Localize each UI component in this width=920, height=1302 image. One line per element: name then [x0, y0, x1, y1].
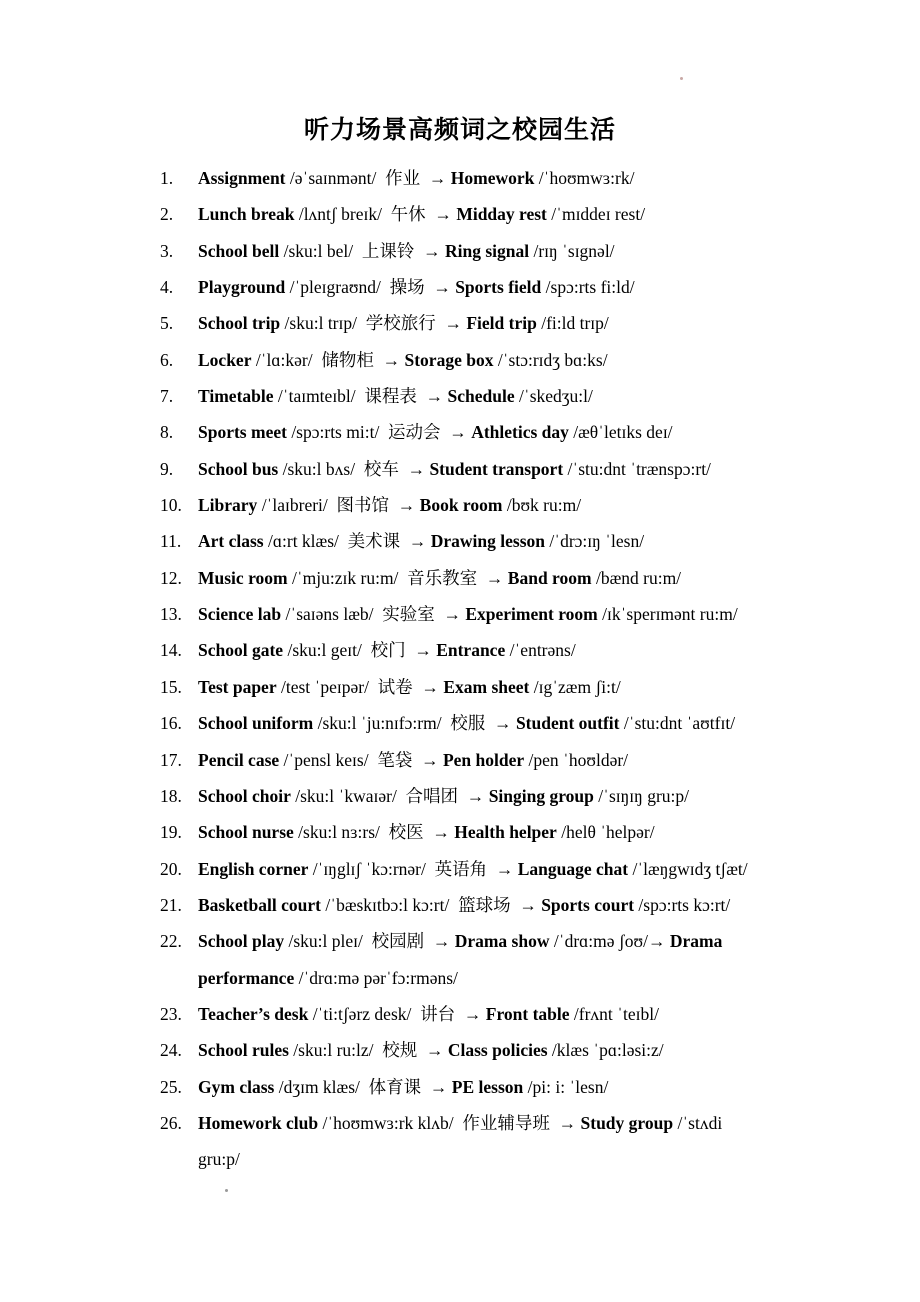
term-text: Athletics day	[471, 422, 569, 443]
item-content	[198, 669, 800, 705]
plain-text: /ˈpensl keɪs/ 笔袋 →	[279, 749, 443, 770]
item-line	[198, 305, 800, 341]
item-number: 1.	[160, 168, 174, 188]
item-line	[198, 1141, 800, 1177]
list-item	[160, 669, 800, 705]
plain-text: /ˈsɪŋɪŋ gru:p/	[593, 785, 689, 806]
plain-text: /pi: i: ˈlesn/	[523, 1076, 609, 1097]
item-line	[198, 742, 800, 778]
term-text: Singing group	[488, 785, 594, 806]
item-number: 11.	[160, 531, 182, 552]
term-text: Language chat	[517, 858, 629, 879]
term-text: Student outfit	[515, 713, 620, 734]
list-item	[160, 523, 800, 559]
term-text: Midday rest	[456, 204, 547, 225]
item-number: 9.	[160, 458, 174, 479]
plain-text: /sku:l pleɪ/ 校园剧 →	[284, 931, 455, 952]
plain-text: /ˈstɔ:rɪdʒ bɑ:ks/	[493, 349, 608, 370]
term-text: PE lesson	[451, 1076, 524, 1097]
list-item	[160, 742, 800, 778]
term-text: Locker	[198, 349, 252, 370]
item-line	[198, 669, 800, 705]
item-number: 3.	[160, 240, 174, 261]
item-number: 24.	[160, 1040, 182, 1061]
item-number: 15.	[160, 676, 182, 697]
plain-text: /dʒɪm klæs/ 体育课 →	[274, 1076, 452, 1097]
item-line	[198, 451, 800, 487]
plain-text: /ˈti:tʃərz desk/ 讲台 →	[308, 1003, 486, 1024]
term-text: School nurse	[198, 822, 294, 843]
item-content	[198, 378, 800, 414]
item-line	[198, 851, 800, 887]
item-line	[198, 960, 800, 996]
plain-text: /ɪkˈsperɪmənt ru:m/	[597, 604, 738, 625]
plain-text: /sku:l ru:lz/ 校规 →	[288, 1040, 448, 1061]
list-item	[160, 996, 800, 1032]
plain-text: /klæs ˈpɑ:ləsi:z/	[547, 1040, 664, 1061]
item-content	[198, 342, 800, 378]
item-number: 12.	[160, 567, 182, 588]
term-text: Homework	[450, 168, 535, 188]
list-item	[160, 596, 800, 632]
list-item	[160, 1069, 800, 1105]
page-title: 听力场景高频词之校园生活	[303, 117, 616, 144]
term-text: School uniform	[198, 713, 314, 734]
plain-text: /ɪgˈzæm ʃi:t/	[529, 676, 621, 697]
term-text: School choir	[198, 785, 291, 806]
item-number: 20.	[160, 858, 182, 879]
term-text: School trip	[198, 313, 281, 334]
term-text: School bell	[198, 240, 280, 261]
term-text: School rules	[198, 1040, 289, 1061]
list-item	[160, 378, 800, 414]
list-item	[160, 196, 800, 232]
vocab-list	[160, 160, 800, 1178]
page-speck-icon	[680, 77, 683, 80]
item-content	[198, 705, 800, 741]
plain-text: /sku:l bʌs/ 校车 →	[278, 458, 430, 479]
list-item	[160, 451, 800, 487]
term-text: Lunch break	[198, 204, 295, 225]
plain-text: /ˈpleɪgraʊnd/ 操场 →	[285, 277, 456, 298]
plain-text: gru:p/	[198, 1149, 240, 1170]
term-text: Playground	[198, 277, 286, 298]
term-text: School bus	[198, 458, 279, 479]
plain-text: /spɔ:rts mi:t/ 运动会 →	[286, 422, 472, 443]
term-text: Pen holder	[442, 749, 525, 770]
term-text: School play	[198, 931, 285, 952]
item-content	[198, 196, 800, 232]
term-text: Band room	[507, 567, 592, 588]
item-content	[198, 414, 800, 450]
plain-text: /sku:l nɜ:rs/ 校医 →	[293, 822, 455, 843]
plain-text: /ˈɪŋglɪʃ ˈkɔ:rnər/ 英语角 →	[308, 858, 518, 879]
item-line	[198, 378, 800, 414]
item-content	[198, 451, 800, 487]
term-text: Basketball court	[198, 894, 321, 915]
list-item	[160, 814, 800, 850]
term-text: Homework club	[198, 1112, 319, 1133]
plain-text: /sku:l ˈju:nɪfɔ:rm/ 校服 →	[313, 713, 516, 734]
list-item	[160, 705, 800, 741]
item-line	[198, 196, 800, 232]
item-number: 25.	[160, 1076, 182, 1097]
plain-text: /sku:l ˈkwaɪər/ 合唱团 →	[290, 785, 489, 806]
term-text: Art class	[198, 531, 264, 552]
term-text: Gym class	[198, 1076, 275, 1097]
plain-text: /bænd ru:m/	[591, 567, 682, 588]
plain-text: /ˈhoʊmwɜ:rk klʌb/ 作业辅导班 →	[318, 1112, 581, 1133]
plain-text: /ˈdrɑ:mə pərˈfɔ:rməns/	[294, 967, 458, 988]
plain-text: /spɔ:rts kɔ:rt/	[634, 894, 731, 915]
item-line	[198, 160, 800, 196]
item-content	[198, 996, 800, 1032]
item-content	[198, 305, 800, 341]
plain-text: /ˈlaɪbreri/ 图书馆 →	[257, 495, 420, 516]
item-line	[198, 342, 800, 378]
item-number: 5.	[160, 313, 174, 334]
term-text: School gate	[198, 640, 284, 661]
item-line	[198, 1032, 800, 1068]
item-number: 4.	[160, 277, 174, 298]
item-line	[198, 996, 800, 1032]
item-line	[198, 705, 800, 741]
plain-text: /rɪŋ ˈsɪgnəl/	[529, 240, 615, 261]
plain-text: /ˈdrɔ:ɪŋ ˈlesn/	[545, 531, 645, 552]
plain-text: /ˈstu:dnt ˈaʊtfɪt/	[619, 713, 736, 734]
list-item	[160, 560, 800, 596]
term-text: Teacher’s desk	[198, 1003, 309, 1024]
list-item	[160, 233, 800, 269]
list-item	[160, 1105, 800, 1178]
item-content	[198, 742, 800, 778]
list-item	[160, 160, 800, 196]
item-number: 13.	[160, 604, 182, 625]
list-item	[160, 632, 800, 668]
term-text: Sports field	[455, 277, 542, 298]
item-number: 19.	[160, 822, 182, 843]
plain-text: /pen ˈhoʊldər/	[524, 749, 629, 770]
plain-text: /ˈmɪddeɪ rest/	[546, 204, 646, 225]
list-item	[160, 887, 800, 923]
item-content	[198, 814, 800, 850]
page-speck-icon	[225, 1189, 228, 1192]
term-text: Student transport	[429, 458, 564, 479]
term-text: Drama	[669, 931, 723, 952]
item-content	[198, 1069, 800, 1105]
item-number: 16.	[160, 713, 182, 734]
item-content	[198, 632, 800, 668]
item-number: 10.	[160, 495, 182, 516]
plain-text: /ˈskedʒu:l/	[514, 386, 593, 407]
plain-text: /ɑ:rt klæs/ 美术课 →	[263, 531, 431, 552]
item-line	[198, 414, 800, 450]
plain-text: /ˈhoʊmwɜ:rk/	[534, 168, 635, 188]
item-number: 26.	[160, 1112, 182, 1133]
item-line	[198, 887, 800, 923]
list-item	[160, 923, 800, 996]
item-number: 8.	[160, 422, 174, 443]
term-text: Timetable	[198, 386, 274, 407]
term-text: Ring signal	[444, 240, 530, 261]
item-number: 22.	[160, 931, 182, 952]
item-number: 18.	[160, 785, 182, 806]
item-content	[198, 523, 800, 559]
term-text: Science lab	[198, 604, 282, 625]
plain-text: /sku:l bel/ 上课铃 →	[279, 240, 445, 261]
item-line	[198, 778, 800, 814]
list-item	[160, 1032, 800, 1068]
term-text: performance	[198, 967, 295, 988]
item-line	[198, 632, 800, 668]
term-text: Field trip	[466, 313, 537, 334]
term-text: Schedule	[447, 386, 515, 407]
plain-text: /helθ ˈhelpər/	[556, 822, 655, 843]
item-line	[198, 487, 800, 523]
plain-text: /əˈsaɪnmənt/ 作业 →	[285, 168, 451, 188]
plain-text: /fi:ld trɪp/	[536, 313, 609, 334]
item-line	[198, 523, 800, 559]
plain-text: /æθˈletɪks deɪ/	[568, 422, 673, 443]
plain-text: /ˈstu:dnt ˈtrænspɔ:rt/	[563, 458, 711, 479]
item-number: 2.	[160, 204, 174, 225]
term-text: Front table	[485, 1003, 570, 1024]
term-text: Study group	[580, 1112, 674, 1133]
list-item	[160, 414, 800, 450]
plain-text: /ˈsaɪəns læb/ 实验室 →	[281, 604, 466, 625]
list-item	[160, 487, 800, 523]
item-content	[198, 487, 800, 523]
item-content	[198, 269, 800, 305]
plain-text: /ˈbæskɪtbɔ:l kɔ:rt/ 篮球场 →	[321, 894, 542, 915]
item-line	[198, 923, 800, 959]
term-text: Book room	[419, 495, 503, 516]
item-line	[198, 269, 800, 305]
item-number: 23.	[160, 1003, 182, 1024]
list-item	[160, 342, 800, 378]
plain-text: /ˈtaɪmteɪbl/ 课程表 →	[273, 386, 448, 407]
term-text: Drawing lesson	[430, 531, 546, 552]
item-content	[198, 596, 800, 632]
plain-text: /spɔ:rts fi:ld/	[541, 277, 635, 298]
plain-text: /lʌntʃ breɪk/ 午休 →	[294, 204, 457, 225]
term-text: Health helper	[454, 822, 557, 843]
item-line	[198, 814, 800, 850]
list-item	[160, 778, 800, 814]
term-text: Sports court	[541, 894, 635, 915]
term-text: Library	[198, 495, 258, 516]
item-content	[198, 233, 800, 269]
plain-text: /test ˈpeɪpər/ 试卷 →	[276, 676, 444, 697]
term-text: Music room	[198, 567, 288, 588]
plain-text: /bʊk ru:m/	[502, 495, 582, 516]
item-number: 14.	[160, 640, 182, 661]
item-content	[198, 160, 800, 196]
item-content	[198, 1032, 800, 1068]
term-text: Drama show	[454, 931, 550, 952]
item-line	[198, 1105, 800, 1141]
item-line	[198, 1069, 800, 1105]
plain-text: /ˈlæŋgwɪdʒ tʃæt/	[628, 858, 748, 879]
item-content	[198, 887, 800, 923]
term-text: Sports meet	[198, 422, 287, 443]
item-content	[198, 1105, 800, 1178]
item-content	[198, 778, 800, 814]
term-text: Experiment room	[465, 604, 598, 625]
term-text: Storage box	[404, 349, 494, 370]
list-item	[160, 305, 800, 341]
item-number: 7.	[160, 386, 174, 407]
term-text: Class policies	[447, 1040, 548, 1061]
item-line	[198, 596, 800, 632]
item-number: 21.	[160, 894, 182, 915]
plain-text: /sku:l geɪt/ 校门 →	[283, 640, 437, 661]
term-text: Exam sheet	[443, 676, 530, 697]
term-text: English corner	[198, 858, 309, 879]
plain-text: /sku:l trɪp/ 学校旅行 →	[280, 313, 467, 334]
item-number: 6.	[160, 349, 174, 370]
term-text: Assignment	[198, 168, 286, 188]
item-content	[198, 923, 800, 996]
plain-text: /ˈlɑ:kər/ 储物柜 →	[251, 349, 405, 370]
item-content	[198, 560, 800, 596]
plain-text: /ˈdrɑ:mə ʃoʊ/→	[549, 931, 670, 952]
term-text: Test paper	[198, 676, 277, 697]
list-item	[160, 269, 800, 305]
item-line	[198, 560, 800, 596]
plain-text: /ˈstʌdi	[673, 1112, 723, 1133]
plain-text: /ˈentrəns/	[505, 640, 576, 661]
item-line	[198, 233, 800, 269]
list-item	[160, 851, 800, 887]
item-content	[198, 851, 800, 887]
plain-text: /frʌnt ˈteɪbl/	[569, 1003, 659, 1024]
term-text: Pencil case	[198, 749, 280, 770]
item-number: 17.	[160, 749, 182, 770]
term-text: Entrance	[436, 640, 506, 661]
plain-text: /ˈmju:zɪk ru:m/ 音乐教室 →	[287, 567, 508, 588]
